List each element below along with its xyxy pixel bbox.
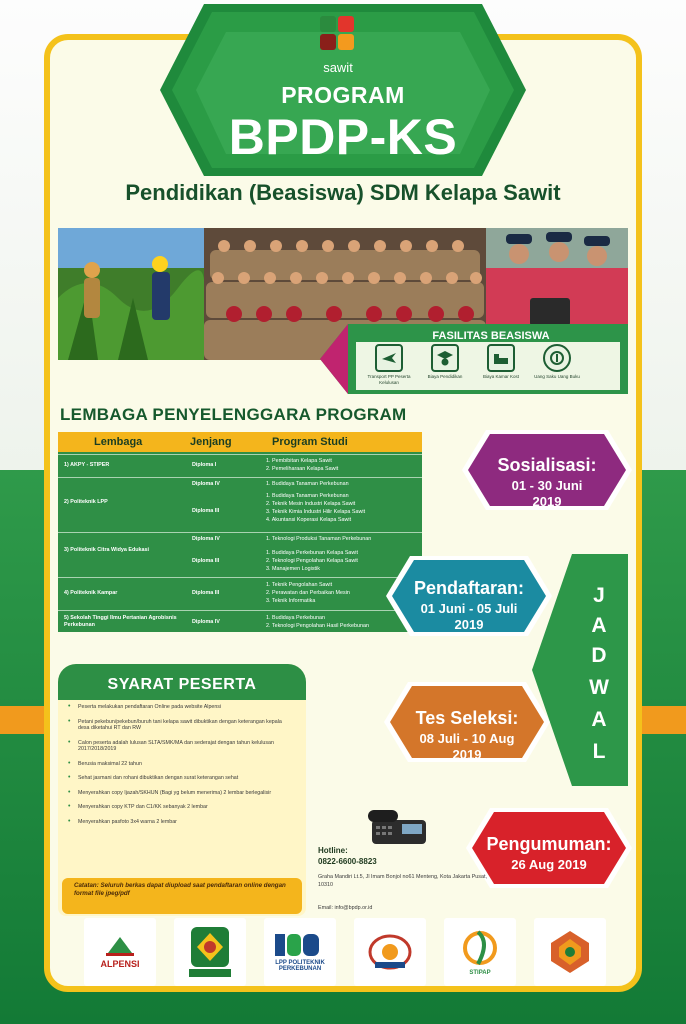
logo-stipap <box>444 918 516 986</box>
lembaga-name: 2) Politeknik LPP <box>64 499 108 505</box>
logo-label: ALPENSI <box>100 959 140 969</box>
table-row <box>58 610 422 632</box>
table-row <box>58 477 422 531</box>
pengumuman-event <box>474 834 624 873</box>
list-item: • Sehat jasmani dan rohani dibuktikan dengan surat keterangan sehat <box>66 775 292 782</box>
fasilitas-title: FASILITAS BEASISWA <box>432 330 550 342</box>
graduate-icon <box>431 344 459 372</box>
lpp-logo-icon <box>273 932 327 958</box>
photo-field-workers <box>58 228 204 360</box>
hotline-label: Hotline: <box>318 846 348 855</box>
lembaga-name: 1) AKPY - STIPER <box>64 462 110 468</box>
lembaga-name: 4) Politeknik Kampar <box>64 590 118 596</box>
cwe-logo-icon <box>367 932 413 972</box>
page-title: BPDP-KS <box>228 109 458 165</box>
jenjang-cell: Diploma I <box>192 462 217 468</box>
prodi-cell: 2. Teknologi Pengolahan Hasil Perkebunan <box>266 623 369 629</box>
event-date: 26 Aug 2019 <box>511 857 587 872</box>
money-icon <box>543 344 571 372</box>
table-row <box>58 454 422 476</box>
header-jenjang: Jenjang <box>190 436 232 448</box>
prodi-cell: 1. Teknologi Produksi Tanaman Perkebunan <box>266 536 372 542</box>
list-item: • Peserta melakukan pendaftaran Online pada website Alpensi <box>66 704 292 711</box>
event-title: Tes Seleksi: <box>415 708 519 728</box>
prodi-cell: 1. Budidaya Perkebunan <box>266 615 326 621</box>
page-subtitle: Pendidikan (Beasiswa) SDM Kelapa Sawit <box>125 180 561 205</box>
event-title: Sosialisasi: <box>497 455 597 475</box>
list-item: • Petani pekebun/pekebun/buruh tani kelapa sawit dibuktikan dengan keterangan kepala desa diketahui RT dan RW <box>66 719 292 732</box>
event-date: 01 - 30 Juni 2019 <box>511 478 583 509</box>
logo-label: LPP POLITEKNIK PERKEBUNAN <box>275 960 325 972</box>
stiper-logo-icon <box>187 925 233 979</box>
sosialisasi-event <box>470 455 624 510</box>
event-title: Pendaftaran: <box>413 578 525 598</box>
logo-lpp <box>264 918 336 986</box>
jenjang-cell: Diploma IV <box>192 481 220 487</box>
list-item: • Menyerahkan copy Ijazah/SKHUN (Bagi yg belum menerima) 2 lembar berlegalisir <box>66 790 292 797</box>
kampar-logo-icon <box>547 929 593 975</box>
jenjang-cell: Diploma III <box>192 558 220 564</box>
list-item: • Berusia maksimal 22 tahun <box>66 761 292 768</box>
fasilitas-caption: Uang Saku Uang Buku <box>534 374 580 379</box>
jadwal-letter: W <box>589 676 609 699</box>
list-item: • Calon peserta adalah lulusan SLTA/SMK/MA dan sederajat dengan tahun kelulusan 2017/2018/2019 <box>66 740 292 753</box>
syarat-list <box>66 704 292 833</box>
fasilitas-item-transport <box>364 344 414 386</box>
logo-text: sawit <box>323 60 353 75</box>
logo-kampar <box>534 918 606 986</box>
plane-icon <box>375 344 403 372</box>
jenjang-cell: Diploma IV <box>192 619 220 625</box>
prodi-cell: 3. Teknik Kimia Industri Hilir Kelapa Sawit <box>266 509 366 515</box>
prodi-cell: 2. Teknologi Pengolahan Kelapa Sawit <box>266 558 358 564</box>
event-date: 01 Juni - 05 Juli 2019 <box>420 601 518 632</box>
fasilitas-caption: Biaya Kamar Kost <box>482 374 519 379</box>
jenjang-cell: Diploma III <box>192 590 220 596</box>
syarat-title: SYARAT PESERTA <box>107 676 257 693</box>
alpensi-logo-icon <box>100 935 140 957</box>
fasilitas-item-saku <box>532 344 582 380</box>
hostel-icon <box>487 344 515 372</box>
list-item: • Menyerahkan pasfoto 3x4 warna 2 lembar <box>66 819 292 826</box>
jadwal-letter: D <box>591 644 607 667</box>
tes-seleksi-event <box>392 708 542 763</box>
prodi-cell: 1. Pembibitan Kelapa Sawit <box>266 458 332 464</box>
event-date: 08 Juli - 10 Aug 2019 <box>419 731 515 762</box>
email: Email: info@bpdp.or.id <box>318 905 373 911</box>
table-row <box>58 532 422 576</box>
sawit-logo-icon <box>320 16 356 56</box>
prodi-cell: 1. Budidaya Tanaman Perkebunan <box>266 481 349 487</box>
jadwal-letter: L <box>592 740 606 763</box>
fasilitas-caption: Biaya Pendidikan <box>427 374 463 379</box>
syarat-note: Catatan: Seluruh berkas dapat diupload saat pendaftaran online dengan format file jpeg/pdf <box>62 878 302 914</box>
logo-label: STIPAP <box>469 970 491 976</box>
prodi-cell: 1. Budidaya Tanaman Perkebunan <box>266 493 349 499</box>
prodi-cell: 3. Teknik Informatika <box>266 598 316 604</box>
phone-icon <box>368 806 430 846</box>
prodi-cell: 1. Teknik Pengolahan Sawit <box>266 582 333 588</box>
jadwal-letter: A <box>591 614 607 637</box>
jadwal-letter: A <box>591 708 607 731</box>
prodi-cell: 2. Teknik Mesin Industri Kelapa Sawit <box>266 501 356 507</box>
header-lembaga: Lembaga <box>94 436 143 448</box>
logo-stiper <box>174 918 246 986</box>
fasilitas-item-pendidikan <box>420 344 470 380</box>
list-item: • Menyerahkan copy KTP dan C1/KK sebanyak 2 lembar <box>66 804 292 811</box>
program-label: PROGRAM <box>281 82 405 108</box>
logo-alpensi <box>84 918 156 986</box>
lembaga-name: 5) Sekolah Tinggi Ilmu Pertanian Agrobisnis Perkebunan <box>64 615 177 628</box>
prodi-cell: 2. Pemeliharaan Kelapa Sawit <box>266 466 339 472</box>
fasilitas-caption: Transport PP Peserta Kelulusan <box>367 374 411 385</box>
fasilitas-item-kost <box>476 344 526 380</box>
pendaftaran-event <box>394 578 544 633</box>
logo-cwe <box>354 918 426 986</box>
prodi-cell: 3. Manajemen Logistik <box>266 566 320 572</box>
jenjang-cell: Diploma III <box>192 508 220 514</box>
jenjang-cell: Diploma IV <box>192 536 220 542</box>
table-row <box>58 577 422 609</box>
lembaga-name: 3) Politeknik Citra Widya Edukasi <box>64 547 150 553</box>
prodi-cell: 4. Akuntansi Koperasi Kelapa Sawit <box>266 517 352 523</box>
prodi-cell: 2. Perawatan dan Perbaikan Mesin <box>266 590 350 596</box>
header-program-studi: Program Studi <box>272 436 348 448</box>
stipap-logo-icon <box>460 928 500 968</box>
event-title: Pengumuman: <box>486 834 612 854</box>
hotline-number: 0822-6600-8823 <box>318 857 377 866</box>
address: Graha Mandiri Lt.5, Jl Imam Bonjol no61 Menteng, Kota Jakarta Pusat, 10310 <box>318 874 487 888</box>
jadwal-letter: J <box>593 584 605 607</box>
prodi-cell: 1. Budidaya Perkebunan Kelapa Sawit <box>266 550 359 556</box>
lembaga-title: LEMBAGA PENYELENGGARA PROGRAM <box>60 405 407 424</box>
